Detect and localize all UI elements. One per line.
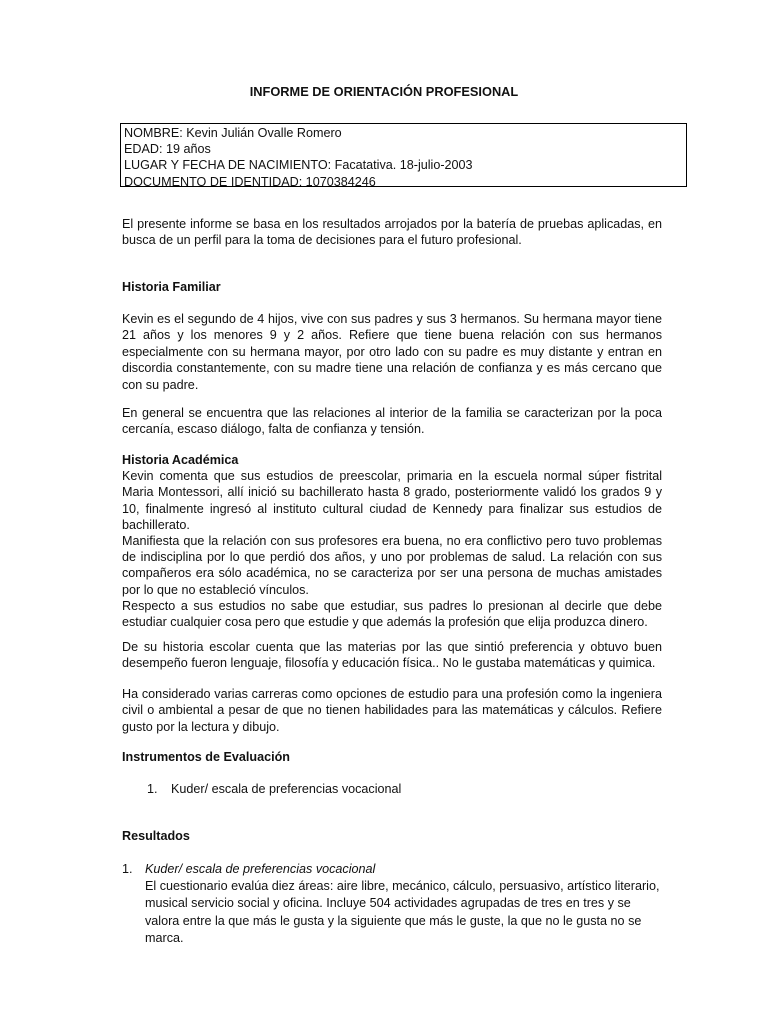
academic-history-paragraph-3: Respecto a sus estudios no sabe que estudiar, sus padres lo presionan al decirle que debe estudiar cualquier cosa pero que estudie y que además la profesión que elija produzca dinero.	[122, 598, 662, 630]
academic-history-heading: Historia Académica	[122, 453, 239, 467]
results-list-item	[122, 861, 667, 947]
academic-history-paragraph-2: Manifiesta que la relación con sus profesores era buena, no era conflictivo pero tuvo problemas de indisciplina por lo que perdió dos años, y uno por problemas de salud. La relación con sus compañeros era sólo académica, no se caracteriza por ser una persona de muchas amistades por lo que no estableció vínculos.	[122, 534, 662, 597]
document-id-line: DOCUMENTO DE IDENTIDAD: 1070384246	[124, 174, 376, 189]
academic-history-section	[122, 452, 662, 630]
instruments-heading: Instrumentos de Evaluación	[122, 750, 290, 764]
results-item-text: El cuestionario evalúa diez áreas: aire libre, mecánico, cálculo, persuasivo, artístico literario, musical servicio social y oficina. Incluye 504 actividades agrupadas de tres en tres y se valora entre la que más le gusta y la siguiente que más le guste, la que no le gusta no se marca.	[145, 879, 660, 945]
academic-history-paragraph-5: Ha considerado varias carreras como opciones de estudio para una profesión como la ingeniera civil o ambiental a pesar de que no tienen habilidades para las matemáticas y cálculos. Refiere gusto por la lectura y dibujo.	[122, 687, 662, 734]
results-item-subtitle: Kuder/ escala de preferencias vocacional	[145, 862, 376, 876]
instruments-list-number: 1.	[147, 782, 158, 796]
instruments-list-item	[147, 782, 401, 796]
family-history-paragraph-1: Kevin es el segundo de 4 hijos, vive con sus padres y sus 3 hermanos. Su hermana mayor tiene 21 años y los menores 9 y 2 años. Refiere que tiene buena relación con sus hermanos especialmente con su hermana mayor, por otro lado con su padre es muy distante y entran en discordia constantemente, con su madre tiene una relación de confianza y es más cercano que con su padre.	[122, 312, 662, 392]
intro-paragraph: El presente informe se basa en los resultados arrojados por la batería de pruebas aplicadas, en busca de un perfil para la toma de decisiones para el futuro profesional.	[122, 217, 662, 248]
results-list-number: 1.	[122, 862, 133, 876]
family-history-paragraph-2: En general se encuentra que las relaciones al interior de la familia se caracterizan por la poca cercanía, escaso diálogo, falta de confianza y tensión.	[122, 406, 662, 437]
name-line: NOMBRE: Kevin Julián Ovalle Romero	[124, 126, 342, 140]
academic-history-paragraph-4: De su historia escolar cuenta que las materias por las que sintió preferencia y obtuvo buen desempeño fueron lenguaje, filosofía y educación física.. No le gustaba matemáticas y quimica.	[122, 640, 662, 671]
age-line: EDAD: 19 años	[124, 142, 211, 157]
family-history-heading: Historia Familiar	[122, 280, 221, 294]
document-title: INFORME DE ORIENTACIÓN PROFESIONAL	[249, 84, 519, 99]
results-heading: Resultados	[122, 829, 190, 843]
instruments-list-text: Kuder/ escala de preferencias vocacional	[171, 782, 402, 796]
birth-line: LUGAR Y FECHA DE NACIMIENTO: Facatativa. 18-julio-2003	[124, 158, 473, 173]
identification-box	[120, 123, 687, 187]
academic-history-paragraph-1: Kevin comenta que sus estudios de preescolar, primaria en la escuela normal súper fistrital Maria Montessori, allí inició su bachillerato hasta 8 grado, posteriormente validó los grados 9 y 10, finalmente ingresó al instituto cultural ciudad de Kennedy para finalizar sus estudios de bachillerato.	[122, 469, 662, 532]
